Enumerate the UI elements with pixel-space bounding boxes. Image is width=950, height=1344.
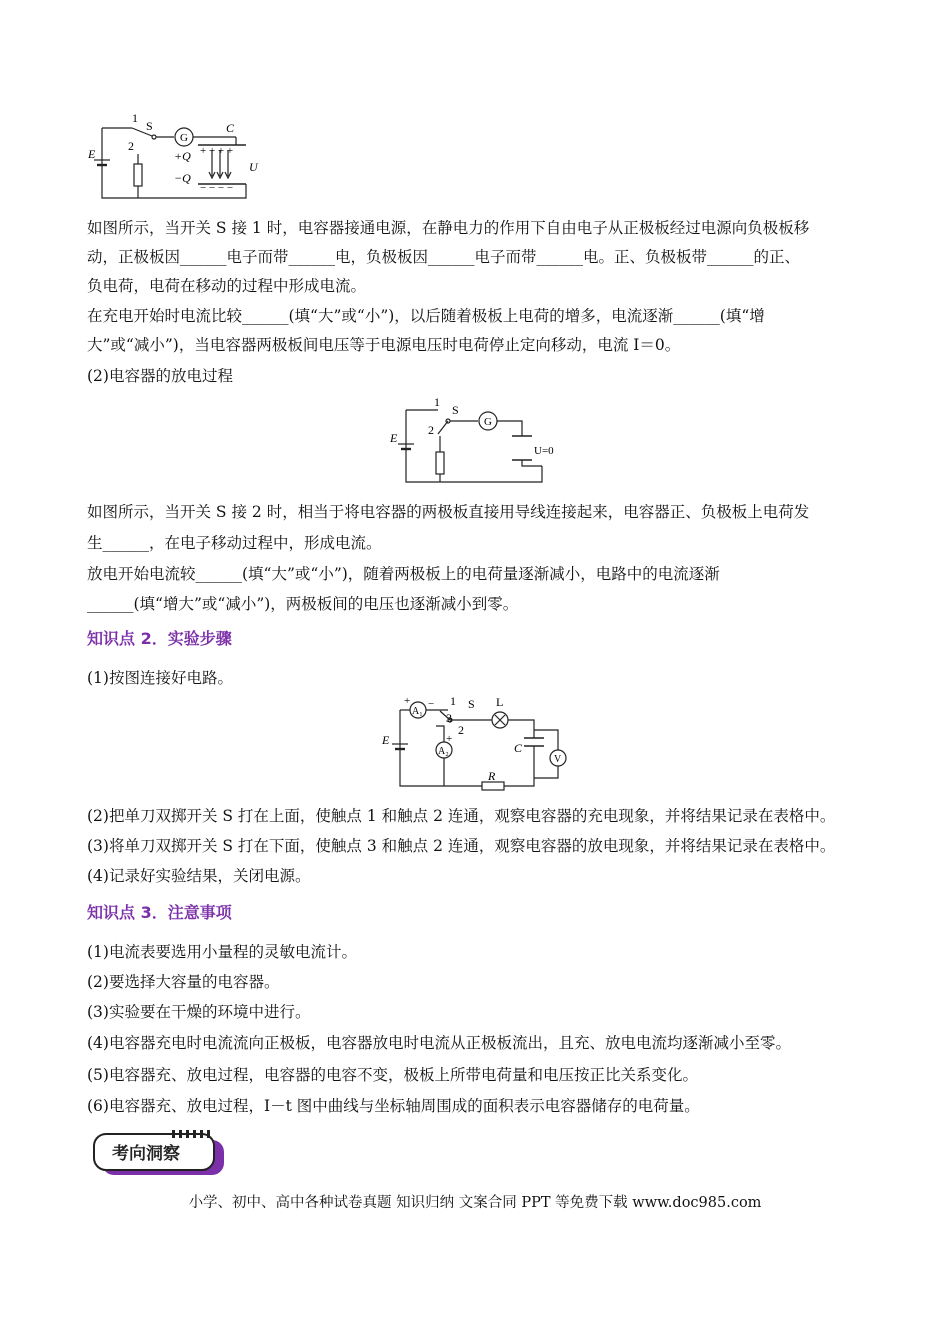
step-4: (4)记录好实验结果，关闭电源。 (87, 867, 311, 885)
fig2-label-g: G (484, 416, 492, 428)
fig3-label-2: 2 (458, 723, 464, 737)
fig3-label-3: 3 (446, 711, 452, 725)
fig2-label-1: 1 (434, 396, 440, 409)
charge-paragraph-line3: 负电荷，电荷在移动的过程中形成电流。 (87, 277, 367, 295)
fig1-label-2: 2 (128, 139, 134, 153)
fig3-label-1: 1 (450, 694, 456, 708)
fig3-minus-sign: − (428, 698, 435, 710)
fig3-plus-sign: + (404, 695, 411, 707)
charge-paragraph-line4: 在充电开始时电流比较______(填“大”或“小”)，以后随着极板上电荷的增多，电流逐渐______(填“增 (87, 307, 765, 325)
fig1-plus-signs: + + + + (200, 145, 234, 157)
fig1-label-c: C (226, 121, 235, 135)
discharge-title: (2)电容器的放电过程 (87, 367, 233, 385)
fig3-label-r: R (488, 769, 496, 783)
note-item: (2)要选择大容量的电容器。 (87, 973, 280, 991)
fig1-label-g: G (180, 132, 188, 144)
fig3-a2-plus: + (446, 733, 453, 745)
note-item: (5)电容器充、放电过程，电容器的电容不变，极板上所带电荷量和电压按正比关系变化。 (87, 1066, 698, 1084)
note-item: (6)电容器充、放电过程，I－t 图中曲线与坐标轴周围成的面积表示电容器储存的电荷量。 (87, 1097, 700, 1115)
fig2-label-s: S (452, 403, 459, 417)
step-3: (3)将单刀双掷开关 S 打在下面，使触点 3 和触点 2 连通，观察电容器的放电现象，并将结果记录在表格中。 (87, 837, 836, 855)
fig1-label-plus-q: +Q (174, 149, 191, 163)
page-footer: 小学、初中、高中各种试卷真题 知识归纳 文案合同 PPT 等免费下载 www.doc985.com (188, 1195, 762, 1211)
discharge-paragraph-line2: 生______，在电子移动过程中，形成电流。 (87, 534, 382, 552)
badge-label: 考向洞察 (112, 1144, 180, 1164)
fig1-label-1: 1 (132, 112, 138, 125)
fig2-label-e: E (390, 431, 398, 445)
fig3-label-s: S (468, 697, 475, 711)
fig1-label-u: U (249, 160, 258, 174)
fig3-label-c: C (514, 741, 523, 755)
experiment-circuit-diagram (378, 694, 578, 792)
charge-paragraph-line5: 大”或“减小”)，当电容器两极板间电压等于电源电压时电荷停止定向移动，电流 I＝0。 (87, 336, 681, 354)
fig1-label-minus-q: −Q (174, 171, 191, 185)
charge-paragraph-line1: 如图所示，当开关 S 接 1 时，电容器接通电源，在静电力的作用下自由电子从正极板经过电源向负极板移 (87, 219, 810, 237)
step-1: (1)按图连接好电路。 (87, 669, 233, 687)
section-badge (92, 1130, 227, 1178)
section2-heading: 知识点 2．实验步骤 (87, 629, 232, 648)
fig3-label-a2: A₂ (438, 746, 449, 757)
fig3-label-v: V (554, 754, 562, 765)
discharge-paragraph-line4: ______(填“增大”或“减小”)，两极板间的电压也逐渐减小到零。 (87, 595, 519, 613)
fig1-label-e: E (88, 147, 96, 161)
fig1-label-s: S (146, 119, 153, 133)
section3-heading: 知识点 3．注意事项 (87, 903, 232, 922)
note-item: (3)实验要在干燥的环境中进行。 (87, 1003, 311, 1021)
discharge-paragraph-line3: 放电开始电流较______(填“大”或“小”)，随着两极板上的电荷量逐渐减小，电路中的电流逐渐 (87, 565, 720, 583)
charging-circuit-diagram (86, 112, 266, 204)
fig1-minus-signs: − − − − (200, 182, 234, 194)
fig3-label-l: L (496, 695, 504, 709)
discharging-circuit-diagram (386, 396, 576, 488)
step-2: (2)把单刀双掷开关 S 打在上面，使触点 1 和触点 2 连通，观察电容器的充电现象，并将结果记录在表格中。 (87, 807, 836, 825)
fig2-label-u0: U=0 (534, 445, 554, 457)
fig2-label-2: 2 (428, 423, 434, 437)
fig3-label-e: E (382, 733, 390, 747)
discharge-paragraph-line1: 如图所示，当开关 S 接 2 时，相当于将电容器的两极板直接用导线连接起来，电容器正、负极板上电荷发 (87, 503, 810, 521)
note-item: (4)电容器充电时电流流向正极板，电容器放电时电流从正极板流出，且充、放电电流均逐渐减小至零。 (87, 1034, 791, 1052)
fig3-label-a1: A₁ (412, 706, 423, 717)
charge-paragraph-line2: 动，正极板因______电子而带______电，负极板因______电子而带______电。正、负极板带______的正、 (87, 248, 801, 266)
note-item: (1)电流表要选用小量程的灵敏电流计。 (87, 943, 357, 961)
